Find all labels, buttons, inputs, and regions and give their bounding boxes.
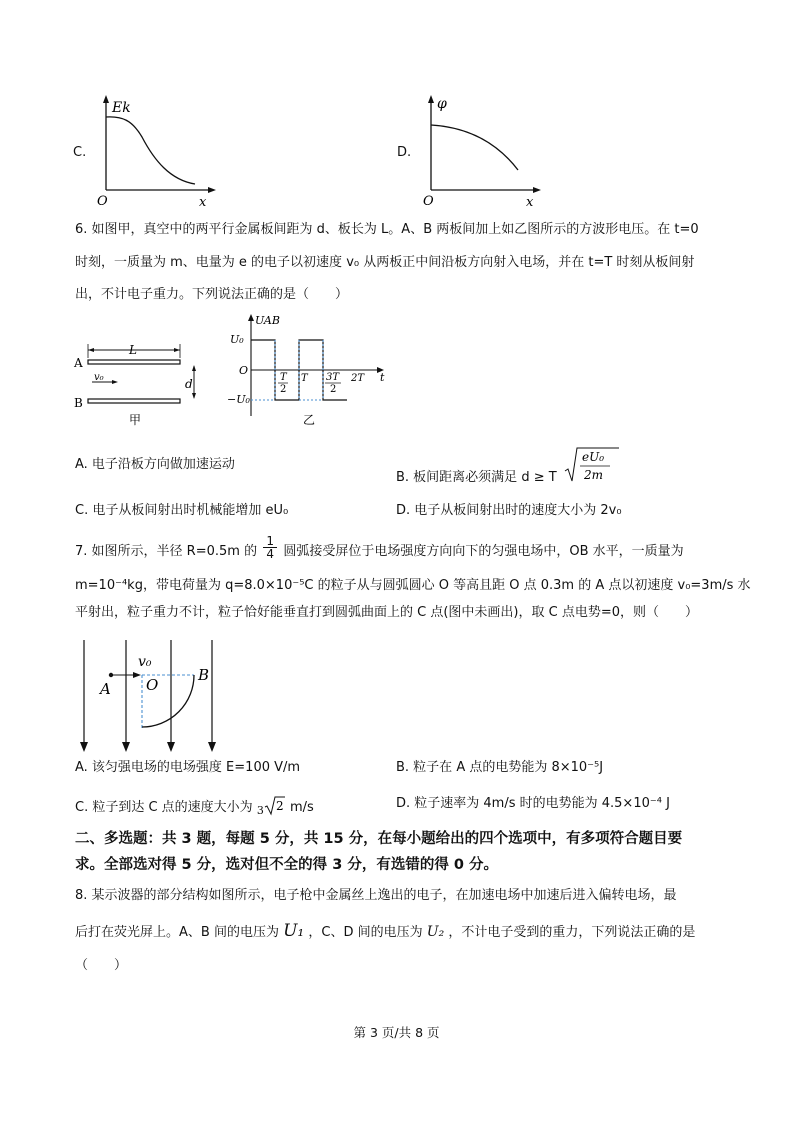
fig-yi-t-label: T [301,373,308,384]
q8-stem-line3: （ ） [75,958,128,973]
q6-stem-line3: 出，不计电子重力。下列说法正确的是（ ） [75,287,349,302]
fig-yi-neg-u0-label: −U₀ [227,393,250,406]
q7-stem-line3: 平射出，粒子重力不计，粒子恰好能垂直打到圆弧曲面上的 C 点(图中未画出)，取 C 点电势=0，则（ ） [75,605,698,620]
q7-figure [70,638,230,763]
c-origin-label: O [97,194,108,209]
q7-option-c-radical [264,794,286,821]
c-x-axis-label: x [199,195,207,210]
q7-b-label: B [198,666,210,684]
q6-option-b [396,445,621,485]
fig-yi-origin-label: O [239,364,249,377]
q6-figure-yi [225,312,390,427]
fig-jia-d-label: d [185,377,193,391]
q6-option-b-num: eU₀ [581,450,604,464]
option-c-label: C. [73,145,87,160]
q7-quarter-fraction [263,535,277,560]
q6-figure-jia [72,338,202,453]
fig-jia-l-label: L [129,343,137,357]
fig-yi-t-half-num: T [280,372,287,383]
q8-stem-line2 [75,923,695,941]
q6-option-a: A. 电子沿板方向做加速运动 [75,457,235,472]
q7-option-c-text: C. 粒子到达 C 点的速度大小为 [75,800,253,815]
q7-stem-line1a: 7. 如图所示，半径 R=0.5m 的 [75,544,258,559]
q8-u2: U₂ [426,924,445,940]
page-footer: 第 3 页/共 8 页 [353,1025,440,1040]
q7-stem-line1b: 圆弧接受屏位于电场强度方向向下的匀强电场中，OB 水平，一质量为 [283,544,684,559]
q7-stem-line2: m=10⁻⁴kg，带电荷量为 q=8.0×10⁻⁵C 的粒子从与圆弧圆心 O 等高且距 O 点 0.3m 的 A 点以初速度 v₀=3m/s 水 [75,578,751,593]
fig-yi-3t-half-num: 3T [326,372,340,383]
fig-yi-3t-half-den: 2 [330,384,337,395]
q6-option-b-text: B. 板间距离必须满足 d ≥ T [396,469,557,485]
fig-yi-t-axis-label: t [380,371,385,384]
phi-x-plot [395,92,545,212]
q6-option-d: D. 电子从板间射出时的速度大小为 2v₀ [396,503,622,518]
fig-yi-2t-label: 2T [351,373,365,384]
fig-jia-caption: 甲 [129,413,142,427]
q8-stem-line2b: ，C、D 间的电压为 [308,925,423,940]
q6-stem-line2: 时刻，一质量为 m、电量为 e 的电子以初速度 v₀ 从两板正中间沿板方向射入电场，并在 t=T 时刻从板间射 [75,255,695,270]
d-x-axis-label: x [526,195,534,210]
option-c-graph [70,92,220,212]
fig-yi-t-half-den: 2 [280,384,287,395]
q7-option-d: D. 粒子速率为 4m/s 时的电势能为 4.5×10⁻⁴ J [396,796,670,811]
q8-stem-line1: 8. 某示波器的部分结构如图所示，电子枪中金属丝上逸出的电子，在加速电场中加速后进入偏转电场，最 [75,888,677,903]
q7-o-label: O [146,676,159,694]
option-d-label: D. [397,145,412,160]
q6-option-c: C. 电子从板间射出时机械能增加 eU₀ [75,503,289,518]
fig-yi-uab-label: UAB [255,314,280,327]
fig-yi-caption: 乙 [303,413,316,427]
section2-heading-line1: 二、多选题：共 3 题，每题 5 分，共 15 分，在每小题给出的四个选项中，有多项符合题目要 [75,831,683,847]
ek-x-plot [70,92,220,212]
q7-option-a: A. 该匀强电场的电场强度 E=100 V/m [75,760,301,775]
q7-stem-line1 [75,534,684,564]
d-origin-label: O [423,194,434,209]
q7-option-c-radicand: 2 [275,799,284,813]
q6-option-b-den: 2m [583,468,603,482]
q7-option-c-unit: m/s [289,800,314,815]
q7-v0-label: v₀ [138,654,152,670]
q8-u1: U₁ [283,921,305,941]
q6-option-b-radical [563,445,621,485]
q7-a-label: A [100,680,111,698]
q7-fraction-den: 4 [266,547,275,561]
q7-option-c [75,794,314,821]
q8-stem-line2a: 后打在荧光屏上。A、B 间的电压为 [75,925,279,940]
fig-jia-plate-b-label: B [74,396,83,410]
q7-option-b: B. 粒子在 A 点的电势能为 8×10⁻⁵J [396,760,604,775]
fig-yi-u0-label: U₀ [230,333,244,346]
section2-heading-line2: 求。全部选对得 5 分，选对但不全的得 3 分，有选错的得 0 分。 [75,857,499,873]
q8-stem-line2c: ，不计电子受到的重力，下列说法正确的是 [448,925,696,940]
option-d-graph [395,92,545,212]
ek-axis-label: Ek [112,100,131,116]
q7-option-c-coef: 3 [256,804,264,817]
q6-stem-line1: 6. 如图甲，真空中的两平行金属板间距为 d、板长为 L。A、B 两板间加上如乙图所示的方波形电压。在 t=0 [75,222,699,237]
phi-axis-label: φ [437,96,447,112]
q7-fraction-num: 1 [263,535,277,548]
fig-jia-v0-label: v₀ [94,372,104,383]
fig-jia-plate-a-label: A [74,356,83,370]
